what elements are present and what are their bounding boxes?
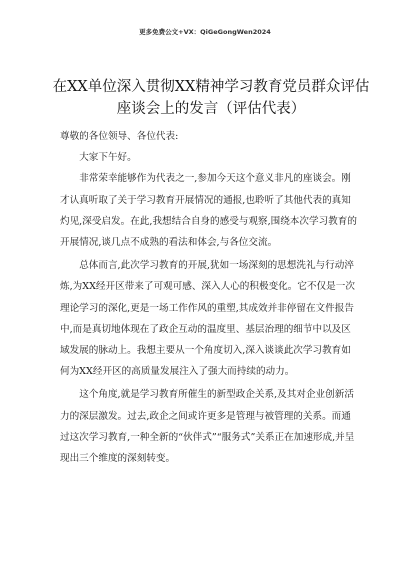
watermark-text: 更多免费公文+VX：QiGeGongWen2024 — [139, 28, 271, 36]
body-paragraph-1: 非常荣幸能够作为代表之一,参加今天这个意义非凡的座谈会。刚才认真听取了关于学习教育开展情况的通报,也聆听了其他代表的真知灼见,深受启发。在此,我想结合自身的感受与观察,围绕本次学习教育的开展情况,谈几点不成熟的看法和体会,与各位交流。 — [60, 173, 357, 249]
document-body — [60, 126, 360, 469]
salutation: 尊敬的各位领导、各位代表: — [60, 131, 179, 142]
body-paragraph-3: 这个角度,就是学习教育所催生的新型政企关系,及其对企业创新活力的深层激发。过去,政企之间或许更多是管理与被管理的关系。而通过这次学习教育,一种全新的“伙伴式”“服务式”关系正在加速形成,并呈现出三个维度的深刻转变。 — [60, 389, 355, 465]
greeting: 大家下午好。 — [79, 152, 137, 164]
body-paragraph-2: 总体而言,此次学习教育的开展,犹如一场深刻的思想洗礼与行动淬炼,为XX经开区带来了可观可感、深入人心的积极变化。它不仅是一次理论学习的深化,更是一场工作作风的重塑,其成效并非停留在文件报告中,而是真切地体现在了政企互动的温度里、基层治理的细节中以及区域发展的脉动上。我想主要从一个角度切入,深入谈谈此次学习教育如何为XX经开区的高质量发展注入了强大而持续的动力。 — [60, 260, 355, 378]
document-title: 在XX单位深入贯彻XX精神学习教育党员群众评估座谈会上的发言（评估代表） — [52, 79, 370, 117]
